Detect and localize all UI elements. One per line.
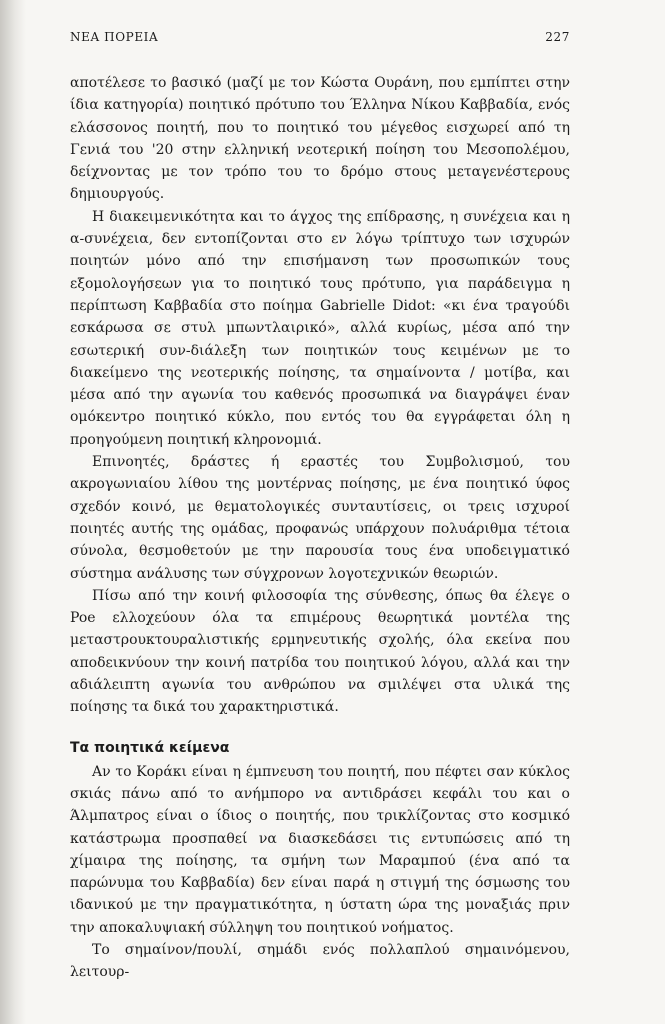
paragraph: Η διακειμενικότητα και το άγχος της επίδρασης, η συνέχεια και η α-συνέχεια, δεν εντοπίζονται στο εν λόγω τρίπτυχο των ισχυρών ποιητών μόνο από την επισήμανση των προσωπικών τους εξομολογήσεων για το ποιητικό τους πρότυπο, για παράδειγμα η περίπτωση Καββαδία στο ποίημα Gabrielle Didot: «κι ένα τραγούδι εσκάρωσα σε στυλ μπωντλαιρικό», αλλά κυρίως, μέσα από την εσωτερική συν-διάλεξη των ποιητικών τους κειμένων με το διακείμενο της νεοτερικής ποίησης, τα σημαίνοντα / μοτίβα, και μέσα από την αγωνία του καθενός προσωπικά να διαγράψει έναν ομόκεντρο ποιητικό κύκλο, που εντός του θα εγγράφεται όλη η προηγούμενη ποιητική κληρονομιά. xyxy=(70,208,570,448)
book-page xyxy=(70,30,570,1010)
book-spine-shadow xyxy=(0,0,26,1024)
journal-title: ΝΕΑ ΠΟΡΕΙΑ xyxy=(70,30,159,44)
paragraph: Επινοητές, δράστες ή εραστές του Συμβολισμού, του ακρογωνιαίου λίθου της μοντέρνας ποίησης, με ένα ποιητικό ύφος σχεδόν κοινό, με θεματολογικές συνταυτίσεις, οι τρεις ισχυροί ποιητές αυτής της ομάδας, προφανώς υπάρχουν πολυάριθμα τέτοια σύνολα, θεσμοθετούν με την παρουσία τους ένα υποδειγματικό σύστημα ανάλυσης των σύγχρονων λογοτεχνικών θεωριών. xyxy=(70,454,570,582)
body-text xyxy=(70,72,570,984)
page-number: 227 xyxy=(545,30,570,44)
section-heading: Τα ποιητικά κείμενα xyxy=(70,739,230,756)
paragraph: Το σημαίνον/πουλί, σημάδι ενός πολλαπλού σημαινόμενου, λειτουρ- xyxy=(70,941,570,981)
paragraph: Πίσω από την κοινή φιλοσοφία της σύνθεσης, όπως θα έλεγε ο Poe ελλοχεύουν όλα τα επιμέρους θεωρητικά μοντέλα της μεταστρουκτουραλιστικής ερμηνευτικής σχολής, όλα εκείνα που αποδεικνύουν την κοινή πατρίδα του ποιητικού λόγου, αλλά και την αδιάλειπτη αγωνία του ανθρώπου να σμιλέψει στα υλικά της ποίησης τα δικά του χαρακτηριστικά. xyxy=(70,587,570,716)
running-head xyxy=(70,30,570,44)
paragraph: Αν το Κοράκι είναι η έμπνευση του ποιητή, που πέφτει σαν κύκλος σκιάς πάνω από το ανήμπορο να αντιδράσει κεφάλι του και ο Άλμπατρος είναι ο ίδιος ο ποιητής, που τρικλίζοντας στο κοσμικό κατάστρωμα προσπαθεί να διασκεδάσει τις εντυπώσεις από τη χίμαιρα της ποίησης, τα σμήνη των Μαραμπού (ένα από τα παρώνυμα του Καββαδία) δεν είναι παρά η στιγμή της όσμωσης του ιδανικού με την πραγματικότητα, η ύστατη ώρα της μοναξιάς πριν την αποκαλυψιακή σύλληψη του ποιητικού νοήματος. xyxy=(70,763,570,936)
paragraph: αποτέλεσε το βασικό (μαζί με τον Κώστα Ουράνη, που εμπίπτει στην ίδια κατηγορία) ποιητικό πρότυπο του Έλληνα Νίκου Καββαδία, ενός ελάσσονος ποιητή, που το ποιητικό του μέγεθος εισχωρεί από τη Γενιά του '20 στην ελληνική νεοτερική ποίηση του Μεσοπολέμου, δείχνοντας με τον τρόπο του το δρόμο στους μεταγενέστερους δημιουργούς. xyxy=(70,75,570,203)
